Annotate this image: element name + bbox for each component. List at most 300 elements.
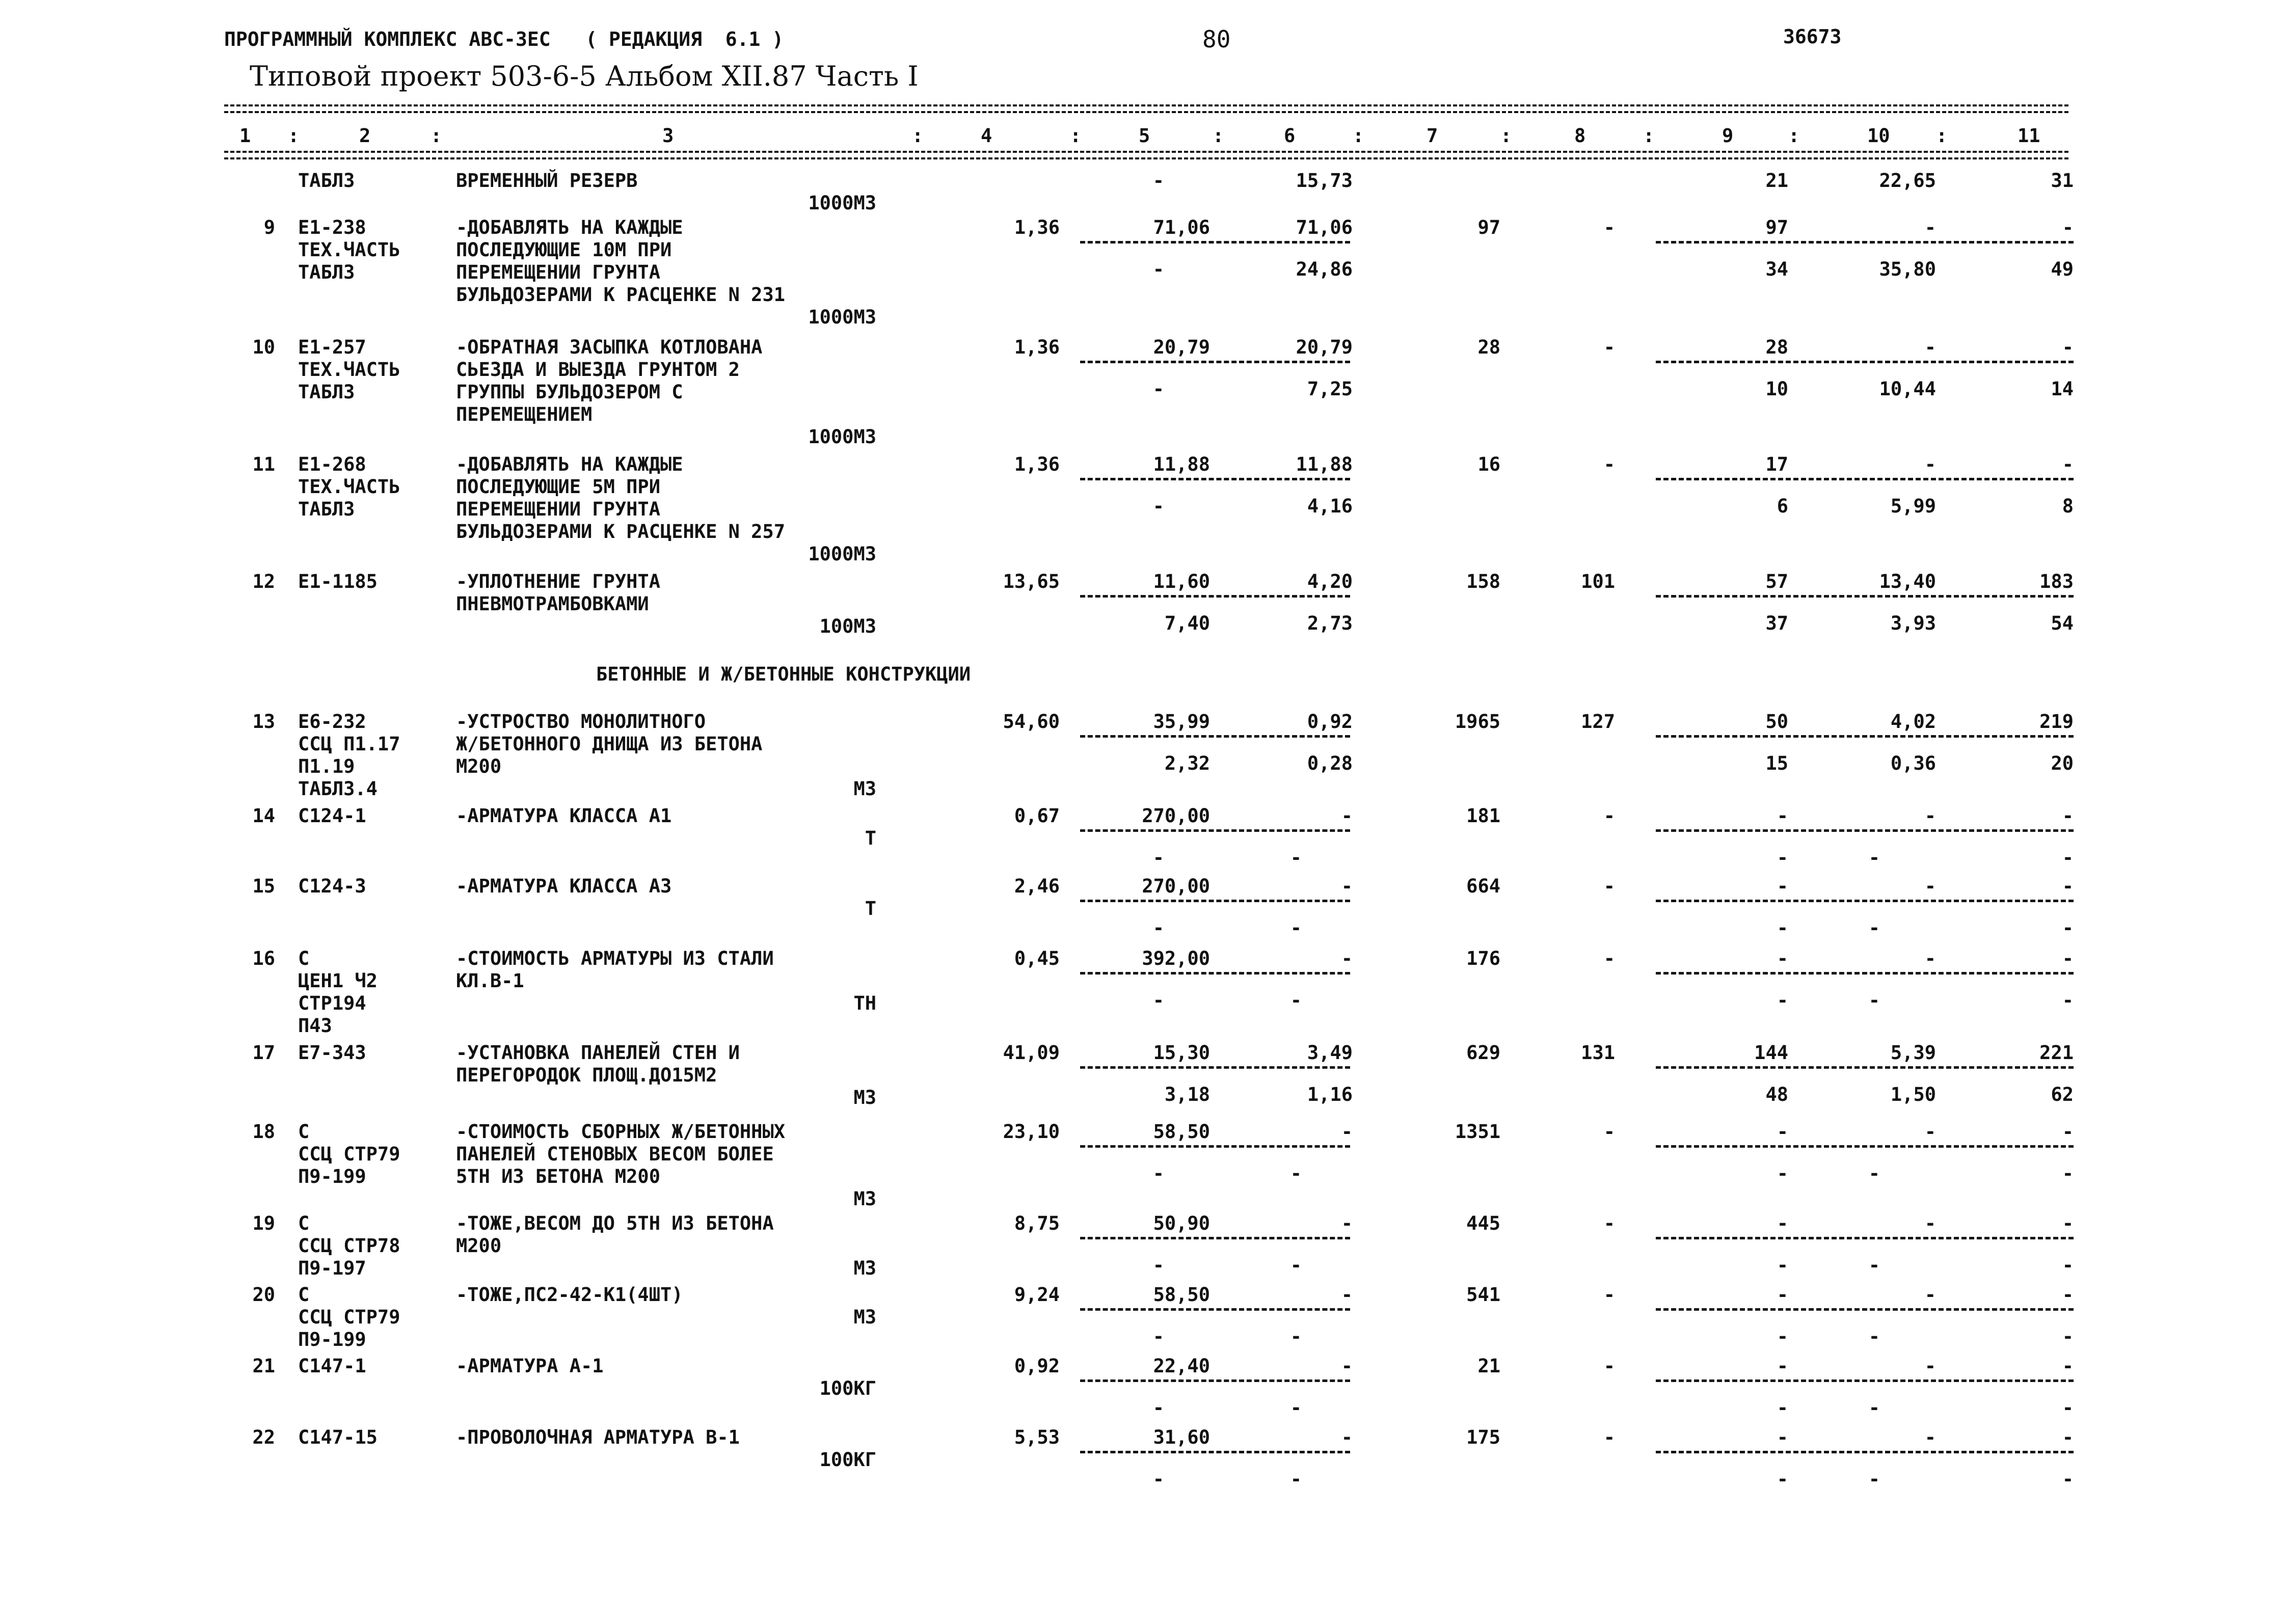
- row-unit-cost: 11,60: [1153, 571, 1210, 592]
- row-description: Ж/БЕТОННОГО ДНИЩА ИЗ БЕТОНА: [456, 733, 763, 755]
- row-labor-machine-total: -: [2062, 989, 2074, 1011]
- row-unit-cost: 20,79: [1153, 336, 1210, 358]
- row-total-cost: 445: [1466, 1212, 1500, 1234]
- row-divider: [1080, 1237, 1350, 1239]
- row-divider: [1080, 1379, 1350, 1382]
- row-labor: -: [1924, 1212, 1936, 1234]
- row-unit-cost-machine: -: [1152, 917, 1164, 939]
- row-description: М200: [456, 1235, 502, 1257]
- row-quantity: 2,46: [1014, 875, 1060, 897]
- column-header-rule-2: [224, 157, 2068, 159]
- row-labor-machine: -: [1868, 1325, 1880, 1347]
- row-machine-wage: -: [1777, 1254, 1788, 1276]
- row-description: -СТОИМОСТЬ СБОРНЫХ Ж/БЕТОННЫХ: [456, 1121, 786, 1143]
- row-divider: [1656, 1451, 2074, 1453]
- row-labor: -: [1924, 875, 1936, 897]
- row-unit: ТН: [853, 992, 876, 1014]
- row-unit-wage-machine: -: [1290, 1254, 1302, 1276]
- row-code: Е1-257: [298, 336, 366, 358]
- row-labor-machine-total: -: [2062, 1397, 2074, 1419]
- row-labor-machine: 10,44: [1879, 378, 1936, 400]
- row-labor: -: [1924, 805, 1936, 827]
- row-divider: [1656, 829, 2074, 832]
- row-divider: [1656, 972, 2074, 975]
- section-title: БЕТОННЫЕ И Ж/БЕТОННЫЕ КОНСТРУКЦИИ: [596, 663, 971, 685]
- row-description: 5ТН ИЗ БЕТОНА М200: [456, 1166, 660, 1187]
- row-labor-total: 183: [2039, 571, 2074, 592]
- row-number: 9: [263, 216, 275, 238]
- row-labor: -: [1924, 1284, 1936, 1306]
- row-machine-wage: -: [1777, 1468, 1788, 1490]
- row-total-cost: 1351: [1455, 1121, 1500, 1143]
- row-unit-wage: 3,49: [1307, 1042, 1353, 1064]
- row-unit-cost: 392,00: [1142, 948, 1210, 969]
- row-unit-cost: 58,50: [1153, 1284, 1210, 1306]
- row-machine: -: [1777, 1212, 1788, 1234]
- row-labor: 13,40: [1879, 571, 1936, 592]
- row-machine-wage: 15: [1765, 752, 1788, 774]
- row-wage-total: -: [1603, 1284, 1615, 1306]
- row-labor-machine-total: 14: [2051, 378, 2074, 400]
- column-header-sep: :: [1643, 125, 1655, 147]
- row-machine-wage: 48: [1765, 1084, 1788, 1105]
- row-unit-wage: -: [1341, 875, 1353, 897]
- row-wage-total: -: [1603, 1121, 1615, 1143]
- column-header-label: 2: [359, 125, 371, 147]
- row-unit-wage-machine: 15,73: [1296, 170, 1353, 192]
- column-header-sep: :: [1788, 125, 1800, 147]
- row-divider: [1656, 1308, 2074, 1311]
- row-wage-total: 131: [1581, 1042, 1615, 1064]
- row-description: -АРМАТУРА КЛАССА А1: [456, 805, 672, 827]
- row-wage-total: -: [1603, 1212, 1615, 1234]
- row-code: ТАБЛ3: [298, 381, 355, 403]
- row-divider: [1656, 1066, 2074, 1069]
- row-labor-total: -: [2062, 805, 2074, 827]
- row-labor-machine: -: [1868, 1468, 1880, 1490]
- column-header-sep: :: [1936, 125, 1948, 147]
- row-labor-machine: 35,80: [1879, 258, 1936, 280]
- row-labor-machine: -: [1868, 847, 1880, 869]
- row-unit-cost: 22,40: [1153, 1355, 1210, 1377]
- row-unit-cost-machine: -: [1152, 1162, 1164, 1184]
- row-wage-total: -: [1603, 453, 1615, 475]
- row-machine-wage: -: [1777, 847, 1788, 869]
- row-code: С147-15: [298, 1426, 378, 1448]
- row-unit-wage-machine: 2,73: [1307, 612, 1353, 634]
- row-unit-wage-machine: -: [1290, 1162, 1302, 1184]
- row-divider: [1656, 241, 2074, 243]
- row-unit-cost: 15,30: [1153, 1042, 1210, 1064]
- row-machine-wage: 21: [1765, 170, 1788, 192]
- row-quantity: 1,36: [1014, 216, 1060, 238]
- row-code: ТЕХ.ЧАСТЬ: [298, 359, 400, 381]
- row-code: ССЦ П1.17: [298, 733, 400, 755]
- row-unit: М3: [853, 1306, 876, 1328]
- row-unit-cost: 71,06: [1153, 216, 1210, 238]
- row-unit-wage-machine: 0,28: [1307, 752, 1353, 774]
- row-code: ТАБЛ3: [298, 498, 355, 520]
- row-number: 17: [252, 1042, 275, 1064]
- row-quantity: 1,36: [1014, 336, 1060, 358]
- page-number: 80: [1202, 25, 1231, 53]
- row-wage-total: -: [1603, 805, 1615, 827]
- row-description: -АРМАТУРА А-1: [456, 1355, 604, 1377]
- row-unit-cost: 270,00: [1142, 805, 1210, 827]
- row-code: С: [298, 1121, 310, 1143]
- row-code: ТАБЛ3: [298, 261, 355, 283]
- row-machine-wage: -: [1777, 1397, 1788, 1419]
- row-number: 12: [252, 571, 275, 592]
- row-divider: [1656, 1379, 2074, 1382]
- row-divider: [1080, 595, 1350, 598]
- row-machine: 28: [1765, 336, 1788, 358]
- row-description: БУЛЬДОЗЕРАМИ К РАСЦЕНКЕ N 257: [456, 521, 786, 543]
- row-labor: -: [1924, 1121, 1936, 1143]
- row-machine-wage: -: [1777, 1325, 1788, 1347]
- row-divider: [1080, 900, 1350, 902]
- row-code: П9-199: [298, 1329, 366, 1350]
- row-total-cost: 175: [1466, 1426, 1500, 1448]
- row-labor-machine: -: [1868, 1162, 1880, 1184]
- row-labor-total: -: [2062, 948, 2074, 969]
- row-labor-total: -: [2062, 875, 2074, 897]
- row-divider: [1080, 735, 1350, 738]
- column-header-sep: :: [1070, 125, 1082, 147]
- row-divider: [1656, 595, 2074, 598]
- row-unit-wage: -: [1341, 805, 1353, 827]
- row-divider: [1080, 361, 1350, 363]
- row-description: ПНЕВМОТРАМБОВКАМИ: [456, 593, 649, 615]
- row-code: ТАБЛ3.4: [298, 778, 378, 800]
- row-code: ТЕХ.ЧАСТЬ: [298, 476, 400, 498]
- column-header-label: 8: [1574, 125, 1586, 147]
- row-unit-wage: 11,88: [1296, 453, 1353, 475]
- column-header-label: 7: [1427, 125, 1438, 147]
- row-description: -АРМАТУРА КЛАССА А3: [456, 875, 672, 897]
- row-divider: [1080, 972, 1350, 975]
- row-unit: Т: [865, 898, 876, 919]
- row-machine-wage: -: [1777, 1162, 1788, 1184]
- row-quantity: 54,60: [1003, 711, 1060, 733]
- row-labor-machine-total: 8: [2062, 495, 2074, 517]
- row-code: ССЦ СТР79: [298, 1306, 400, 1328]
- row-quantity: 5,53: [1014, 1426, 1060, 1448]
- row-description: ПЕРЕМЕЩЕНИЕМ: [456, 403, 593, 425]
- row-divider: [1656, 478, 2074, 480]
- row-unit-cost: 50,90: [1153, 1212, 1210, 1234]
- row-unit: 1000М3: [808, 426, 876, 448]
- row-code: ССЦ СТР79: [298, 1143, 400, 1165]
- row-machine: -: [1777, 948, 1788, 969]
- row-divider: [1080, 241, 1350, 243]
- row-divider: [1656, 735, 2074, 738]
- row-labor: -: [1924, 1355, 1936, 1377]
- row-number: 21: [252, 1355, 275, 1377]
- row-code: Е1-268: [298, 453, 366, 475]
- row-description: -ТОЖЕ,ПС2-42-К1(4ШТ): [456, 1284, 683, 1306]
- row-unit-cost-machine: -: [1152, 1254, 1164, 1276]
- column-header-sep: :: [1500, 125, 1512, 147]
- row-machine: -: [1777, 805, 1788, 827]
- row-quantity: 9,24: [1014, 1284, 1060, 1306]
- row-number: 11: [252, 453, 275, 475]
- row-machine-wage: 6: [1777, 495, 1788, 517]
- row-unit: 1000М3: [808, 306, 876, 328]
- row-unit-wage: -: [1341, 1355, 1353, 1377]
- row-unit-cost-machine: -: [1152, 989, 1164, 1011]
- row-unit-wage: -: [1341, 1426, 1353, 1448]
- row-divider: [1656, 1237, 2074, 1239]
- row-wage-total: -: [1603, 948, 1615, 969]
- row-labor-machine-total: 20: [2051, 752, 2074, 774]
- row-number: 15: [252, 875, 275, 897]
- row-description: ПОСЛЕДУЮЩИЕ 10М ПРИ: [456, 239, 672, 261]
- row-description: -ТОЖЕ,ВЕСОМ ДО 5ТН ИЗ БЕТОНА: [456, 1212, 774, 1234]
- row-unit-wage: -: [1341, 948, 1353, 969]
- row-description: ПАНЕЛЕЙ СТЕНОВЫХ ВЕСОМ БОЛЕЕ: [456, 1143, 774, 1165]
- row-number: 16: [252, 948, 275, 969]
- row-description: ПЕРЕМЕЩЕНИИ ГРУНТА: [456, 261, 660, 283]
- row-unit-cost: 35,99: [1153, 711, 1210, 733]
- row-unit-cost-machine: 3,18: [1164, 1084, 1210, 1105]
- row-total-cost: 541: [1466, 1284, 1500, 1306]
- row-unit: 100КГ: [819, 1449, 876, 1471]
- row-unit-wage-machine: 7,25: [1307, 378, 1353, 400]
- column-header-label: 9: [1722, 125, 1734, 147]
- column-header-label: 11: [2018, 125, 2040, 147]
- column-header-sep: :: [912, 125, 924, 147]
- row-unit-wage-machine: -: [1290, 989, 1302, 1011]
- row-code: Е7-343: [298, 1042, 366, 1064]
- row-labor-total: -: [2062, 1212, 2074, 1234]
- row-divider: [1656, 1145, 2074, 1148]
- row-total-cost: 28: [1477, 336, 1500, 358]
- row-machine: 144: [1754, 1042, 1788, 1064]
- project-title: Типовой проект 503-6-5 Альбом XII.87 Часть I: [250, 60, 919, 92]
- row-labor-machine: -: [1868, 917, 1880, 939]
- row-unit-wage-machine: 4,16: [1307, 495, 1353, 517]
- row-unit: 100М3: [819, 615, 876, 637]
- row-unit-wage-machine: -: [1290, 847, 1302, 869]
- row-code: ЦЕН1 Ч2: [298, 970, 378, 992]
- row-labor-machine-total: 49: [2051, 258, 2074, 280]
- row-unit-wage: 4,20: [1307, 571, 1353, 592]
- row-number: 14: [252, 805, 275, 827]
- column-header-label: 4: [981, 125, 992, 147]
- row-unit: М3: [853, 778, 876, 800]
- row-wage-total: 101: [1581, 571, 1615, 592]
- row-description: -УСТАНОВКА ПАНЕЛЕЙ СТЕН И: [456, 1042, 740, 1064]
- row-quantity: 0,67: [1014, 805, 1060, 827]
- row-machine-wage: 34: [1765, 258, 1788, 280]
- row-code: ТЕХ.ЧАСТЬ: [298, 239, 400, 261]
- row-number: 22: [252, 1426, 275, 1448]
- row-labor-machine-total: -: [2062, 1254, 2074, 1276]
- row-unit-cost-machine: -: [1152, 1397, 1164, 1419]
- row-description: М200: [456, 755, 502, 777]
- row-description: ПЕРЕМЕЩЕНИИ ГРУНТА: [456, 498, 660, 520]
- row-description: СЬЕЗДА И ВЫЕЗДА ГРУНТОМ 2: [456, 359, 740, 381]
- row-total-cost: 664: [1466, 875, 1500, 897]
- table-top-rule-2: [224, 111, 2068, 113]
- row-machine: 97: [1765, 216, 1788, 238]
- row-unit-wage: -: [1341, 1212, 1353, 1234]
- row-quantity: 8,75: [1014, 1212, 1060, 1234]
- row-labor-total: -: [2062, 1121, 2074, 1143]
- row-total-cost: 629: [1466, 1042, 1500, 1064]
- row-labor: -: [1924, 453, 1936, 475]
- row-code: С: [298, 948, 310, 969]
- row-unit-wage: 20,79: [1296, 336, 1353, 358]
- row-wage-total: -: [1603, 336, 1615, 358]
- row-quantity: 41,09: [1003, 1042, 1060, 1064]
- row-labor-total: -: [2062, 1355, 2074, 1377]
- row-description: ГРУППЫ БУЛЬДОЗЕРОМ С: [456, 381, 683, 403]
- row-labor-machine-total: -: [2062, 847, 2074, 869]
- row-machine: -: [1777, 1121, 1788, 1143]
- row-quantity: 23,10: [1003, 1121, 1060, 1143]
- column-header-label: 1: [239, 125, 251, 147]
- row-code: П43: [298, 1015, 332, 1037]
- column-header-rule: [224, 151, 2068, 153]
- row-quantity: 0,92: [1014, 1355, 1060, 1377]
- row-wage-total: -: [1603, 875, 1615, 897]
- row-code: С124-1: [298, 805, 366, 827]
- column-header-label: 5: [1139, 125, 1150, 147]
- row-quantity: 13,65: [1003, 571, 1060, 592]
- row-machine-wage: -: [1777, 917, 1788, 939]
- row-machine-wage: 10: [1765, 378, 1788, 400]
- row-unit: 1000М3: [808, 543, 876, 565]
- row-code: С124-3: [298, 875, 366, 897]
- row-code: С: [298, 1284, 310, 1306]
- row-labor: -: [1924, 216, 1936, 238]
- row-machine: -: [1777, 1284, 1788, 1306]
- row-total-cost: 181: [1466, 805, 1500, 827]
- row-unit: 1000М3: [808, 192, 876, 214]
- row-labor-machine: -: [1868, 1254, 1880, 1276]
- doc-code: 36673: [1783, 25, 1842, 48]
- row-machine: 57: [1765, 571, 1788, 592]
- row-code: Е6-232: [298, 711, 366, 733]
- column-header-sep: :: [1213, 125, 1224, 147]
- row-unit: М3: [853, 1188, 876, 1210]
- row-labor-machine: 22,65: [1879, 170, 1936, 192]
- table-top-rule: [224, 104, 2068, 106]
- row-unit-wage-machine: 1,16: [1307, 1084, 1353, 1105]
- row-labor-machine: 5,99: [1890, 495, 1936, 517]
- row-labor-total: -: [2062, 1284, 2074, 1306]
- row-unit-wage-machine: 24,86: [1296, 258, 1353, 280]
- row-code: СТР194: [298, 992, 366, 1014]
- row-description: -УСТРОСТВО МОНОЛИТНОГО: [456, 711, 706, 733]
- row-unit-cost-machine: 7,40: [1164, 612, 1210, 634]
- row-description: КЛ.В-1: [456, 970, 524, 992]
- row-machine: -: [1777, 1355, 1788, 1377]
- row-machine-wage: -: [1777, 989, 1788, 1011]
- row-labor-machine-total: 62: [2051, 1084, 2074, 1105]
- row-labor-total: -: [2062, 1426, 2074, 1448]
- row-labor: 4,02: [1890, 711, 1936, 733]
- row-unit-wage-machine: -: [1290, 1468, 1302, 1490]
- row-labor-machine: 3,93: [1890, 612, 1936, 634]
- row-divider: [1080, 1145, 1350, 1148]
- row-divider: [1080, 1451, 1350, 1453]
- row-labor: -: [1924, 336, 1936, 358]
- row-number: 19: [252, 1212, 275, 1234]
- row-unit-wage: -: [1341, 1284, 1353, 1306]
- row-code: Е1-238: [298, 216, 366, 238]
- row-machine: -: [1777, 875, 1788, 897]
- column-header-sep: :: [431, 125, 442, 147]
- row-unit: 100КГ: [819, 1377, 876, 1399]
- row-unit-cost-machine: -: [1152, 170, 1164, 192]
- row-code: П9-197: [298, 1257, 366, 1279]
- row-quantity: 1,36: [1014, 453, 1060, 475]
- row-description: ПЕРЕГОРОДОК ПЛОЩ.ДО15М2: [456, 1064, 717, 1086]
- row-code: С147-1: [298, 1355, 366, 1377]
- row-description: -ДОБАВЛЯТЬ НА КАЖДЫЕ: [456, 453, 683, 475]
- row-divider: [1080, 1308, 1350, 1311]
- row-labor: -: [1924, 948, 1936, 969]
- row-wage-total: -: [1603, 1426, 1615, 1448]
- row-unit-cost-machine: 2,32: [1164, 752, 1210, 774]
- row-divider: [1656, 361, 2074, 363]
- row-unit-cost-machine: -: [1152, 847, 1164, 869]
- row-number: 13: [252, 711, 275, 733]
- row-labor-total: 219: [2039, 711, 2074, 733]
- row-code: Е1-1185: [298, 571, 378, 592]
- row-labor: 5,39: [1890, 1042, 1936, 1064]
- row-labor-machine: 0,36: [1890, 752, 1936, 774]
- row-unit-cost-machine: -: [1152, 258, 1164, 280]
- column-header-sep: :: [288, 125, 300, 147]
- row-description: -ДОБАВЛЯТЬ НА КАЖДЫЕ: [456, 216, 683, 238]
- row-labor-total: -: [2062, 453, 2074, 475]
- row-unit-cost: 58,50: [1153, 1121, 1210, 1143]
- row-description: -ОБРАТНАЯ ЗАСЫПКА КОТЛОВАНА: [456, 336, 763, 358]
- row-labor-total: -: [2062, 336, 2074, 358]
- row-unit-wage-machine: -: [1290, 1325, 1302, 1347]
- row-unit-cost-machine: -: [1152, 1468, 1164, 1490]
- row-machine-wage: 37: [1765, 612, 1788, 634]
- row-labor-machine-total: 31: [2051, 170, 2074, 192]
- row-wage-total: -: [1603, 216, 1615, 238]
- row-code: ССЦ СТР78: [298, 1235, 400, 1257]
- row-divider: [1080, 478, 1350, 480]
- row-labor-machine-total: 54: [2051, 612, 2074, 634]
- row-unit-cost-machine: -: [1152, 378, 1164, 400]
- column-header-label: 10: [1867, 125, 1890, 147]
- row-unit-wage-machine: -: [1290, 1397, 1302, 1419]
- row-wage-total: 127: [1581, 711, 1615, 733]
- row-labor-machine-total: -: [2062, 1162, 2074, 1184]
- column-header-label: 3: [662, 125, 674, 147]
- row-total-cost: 97: [1477, 216, 1500, 238]
- row-code: П1.19: [298, 755, 355, 777]
- row-total-cost: 21: [1477, 1355, 1500, 1377]
- column-header-label: 6: [1284, 125, 1296, 147]
- row-unit-cost-machine: -: [1152, 495, 1164, 517]
- row-unit-cost: 270,00: [1142, 875, 1210, 897]
- row-code: П9-199: [298, 1166, 366, 1187]
- row-labor-machine-total: -: [2062, 1325, 2074, 1347]
- row-number: 10: [252, 336, 275, 358]
- row-description: -УПЛОТНЕНИЕ ГРУНТА: [456, 571, 660, 592]
- row-unit-wage: 0,92: [1307, 711, 1353, 733]
- row-unit-cost-machine: -: [1152, 1325, 1164, 1347]
